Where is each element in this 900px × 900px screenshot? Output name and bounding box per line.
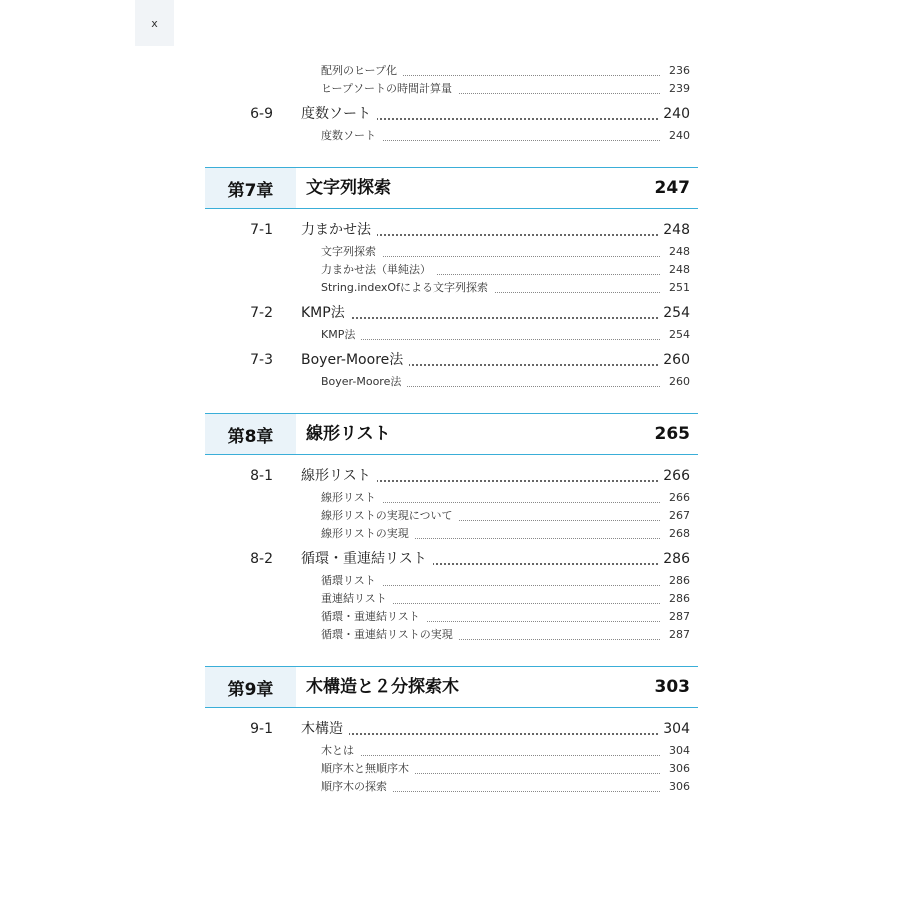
toc-subentry[interactable] [205,507,698,525]
toc-section-entry[interactable] [205,717,698,741]
toc-subentry[interactable] [205,243,698,261]
section-title: 線形リスト [301,464,377,488]
toc-subentry[interactable] [205,326,698,344]
subentry-page: 254 [660,326,690,344]
subentry-title: 順序木の探索 [321,778,393,796]
subentry-title: 線形リストの実現 [321,525,415,543]
subentry-page: 304 [660,742,690,760]
section-title: 循環・重連結リスト [301,547,433,571]
subentry-page: 267 [660,507,690,525]
subentry-title: 順序木と無順序木 [321,760,415,778]
toc-subentry[interactable] [205,80,698,98]
subentry-title: 線形リスト [321,489,382,507]
page-number-tab [135,0,174,46]
section-page: 248 [660,218,690,242]
chapter-heading[interactable] [205,413,698,455]
chapter-heading[interactable] [205,666,698,708]
subentry-title: 木とは [321,742,360,760]
toc-section-entry[interactable] [205,464,698,488]
subentry-page: 287 [660,608,690,626]
subentry-page: 236 [660,62,690,80]
toc-section-entry[interactable] [205,348,698,372]
section-number: 8-1 [250,468,273,484]
section-title: 度数ソート [301,102,377,126]
section-title: 力まかせ法 [301,218,377,242]
chapter-page: 247 [654,178,690,198]
toc-section-entry[interactable] [205,102,698,126]
subentry-page: 240 [660,127,690,145]
subentry-page: 248 [660,243,690,261]
subentry-page: 286 [660,590,690,608]
section-page: 304 [660,717,690,741]
subentry-title: 循環・重連結リスト [321,608,426,626]
section-page: 286 [660,547,690,571]
dot-leader [305,732,670,735]
toc-subentry[interactable] [205,626,698,644]
subentry-page: 260 [660,373,690,391]
dot-leader [321,754,670,756]
subentry-page: 306 [660,760,690,778]
section-number: 7-1 [250,222,273,238]
section-title: 木構造 [301,717,349,741]
chapter-label: 第7章 [205,168,296,208]
subentry-page: 239 [660,80,690,98]
subentry-page: 287 [660,626,690,644]
chapter-title: 文字列探索 [306,178,391,198]
toc-subentry[interactable] [205,778,698,796]
subentry-title: 重連結リスト [321,590,393,608]
toc-subentry[interactable] [205,279,698,297]
section-page: 266 [660,464,690,488]
subentry-title: 循環リスト [321,572,382,590]
toc-section-entry[interactable] [205,218,698,242]
toc-section-entry[interactable] [205,301,698,325]
chapter-page: 303 [654,677,690,697]
subentry-title: 文字列探索 [321,243,382,261]
section-number: 7-2 [250,305,273,321]
chapter-label: 第9章 [205,667,296,707]
toc-subentry[interactable] [205,489,698,507]
toc-section-entry[interactable] [205,547,698,571]
section-number: 8-2 [250,551,273,567]
subentry-title: 循環・重連結リストの実現 [321,626,459,644]
subentry-page: 248 [660,261,690,279]
section-page: 260 [660,348,690,372]
page-marker: x [151,16,158,30]
chapter-page: 265 [654,424,690,444]
section-page: 254 [660,301,690,325]
toc-subentry[interactable] [205,572,698,590]
toc-subentry[interactable] [205,62,698,80]
subentry-page: 268 [660,525,690,543]
subentry-title: KMP法 [321,326,361,344]
toc-subentry[interactable] [205,608,698,626]
dot-leader [321,338,670,340]
section-page: 240 [660,102,690,126]
chapter-title: 線形リスト [306,424,391,444]
subentry-page: 286 [660,572,690,590]
chapter-heading[interactable] [205,167,698,209]
subentry-page: 266 [660,489,690,507]
section-number: 7-3 [250,352,273,368]
toc-subentry[interactable] [205,760,698,778]
toc-subentry[interactable] [205,127,698,145]
subentry-title: 配列のヒープ化 [321,62,403,80]
subentry-title: ヒープソートの時間計算量 [321,80,458,98]
toc-subentry[interactable] [205,525,698,543]
section-number: 9-1 [250,721,273,737]
section-number: 6-9 [250,106,273,122]
subentry-title: 線形リストの実現について [321,507,459,525]
toc-subentry[interactable] [205,742,698,760]
subentry-page: 306 [660,778,690,796]
subentry-title: String.indexOfによる文字列探索 [321,279,494,297]
section-title: Boyer-Moore法 [301,348,409,372]
subentry-title: Boyer-Moore法 [321,373,407,391]
chapter-title: 木構造と２分探索木 [306,677,459,697]
chapter-label: 第8章 [205,414,296,454]
toc-subentry[interactable] [205,590,698,608]
toc-subentry[interactable] [205,373,698,391]
subentry-title: 力まかせ法（単純法） [321,261,437,279]
dot-leader [305,316,670,319]
section-title: KMP法 [301,301,351,325]
subentry-title: 度数ソート [321,127,382,145]
toc-subentry[interactable] [205,261,698,279]
subentry-page: 251 [660,279,690,297]
